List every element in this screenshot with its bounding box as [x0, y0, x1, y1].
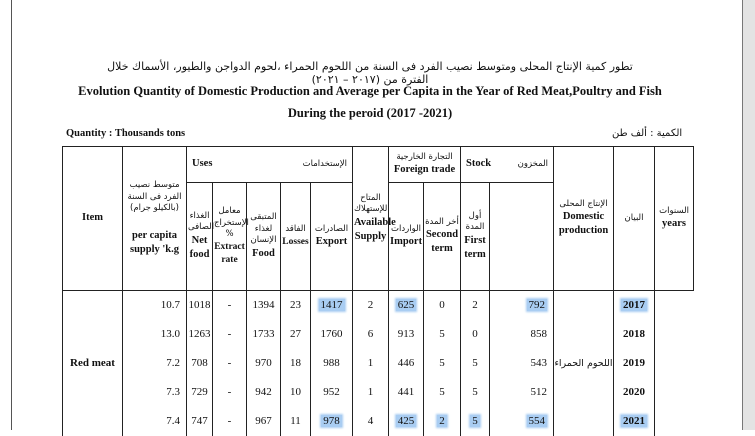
cell-production: 858	[490, 320, 554, 349]
header-years-en: years	[662, 218, 686, 230]
cell-net-food: 1263	[187, 320, 213, 349]
cell-per-capita: 10.7	[123, 291, 187, 320]
header-foreign-ar: التجارة الخارجية	[396, 151, 453, 162]
cell-available: 1760	[311, 320, 353, 349]
cell-per-capita: 7.3	[123, 378, 187, 407]
header-available-en: Available Supply	[354, 216, 396, 242]
cell-net-food: 747	[187, 407, 213, 436]
header-uses	[187, 147, 353, 183]
header-food-ar: المتبقى لغذاء الإنسان	[250, 212, 277, 246]
header-import-en: Import	[390, 236, 423, 248]
header-import-ar: الواردات	[391, 223, 421, 234]
header-foreign-trade	[389, 147, 461, 183]
header-item: Item	[63, 147, 123, 291]
header-statement	[614, 147, 655, 291]
header-extract-rate	[213, 183, 247, 291]
cell-second: 0	[424, 291, 461, 320]
header-net-food-ar: الغذاء الصافى	[188, 210, 215, 233]
cell-losses: 11	[281, 407, 311, 436]
header-export	[311, 183, 353, 291]
header-per-capita-ar: متوسط نصيب الفرد فى السنة (بالكيلو جرام)	[127, 180, 182, 214]
cell-food: 1394	[247, 291, 281, 320]
title-english-line2: During the peroid (2017 -2021)	[287, 106, 453, 120]
header-import	[389, 183, 424, 291]
header-second-ar: أخر المدة	[425, 216, 459, 227]
highlight-year: 2021	[623, 415, 646, 427]
cell-food: 970	[247, 349, 281, 378]
cell-available	[311, 407, 353, 436]
cell-extract: -	[213, 291, 247, 320]
cell-net-food: 729	[187, 378, 213, 407]
cell-year	[614, 291, 655, 320]
cell-available	[311, 291, 353, 320]
header-stock-ar: المخزون	[517, 158, 549, 169]
cell-second: 5	[424, 349, 461, 378]
cell-export: 1	[353, 349, 389, 378]
header-production	[554, 147, 614, 291]
cell-first: 0	[461, 320, 490, 349]
highlight-production: 792	[528, 299, 546, 312]
cell-losses: 10	[281, 378, 311, 407]
header-per-capita-en: per capita supply 'k.g	[129, 229, 180, 255]
statement-label-ar: اللحوم الحمراء	[554, 358, 613, 370]
table-row	[63, 291, 694, 320]
cell-extract: -	[213, 378, 247, 407]
header-stock	[461, 147, 554, 183]
cell-first: 5	[461, 349, 490, 378]
cell-first: 2	[461, 291, 490, 320]
header-net-food-en: Net food	[189, 234, 210, 260]
cell-year: 2020	[614, 378, 655, 407]
header-production-ar: الإنتاج المحلى	[559, 198, 608, 209]
highlight-import: 625	[397, 299, 415, 312]
quantity-unit-english: Quantity : Thousands tons	[66, 128, 186, 139]
highlight-first: 5	[472, 415, 478, 427]
title-english-line1: Evolution Quantity of Domestic Production and Average per Capita in the Year of Red Meat,Poultry and Fish	[78, 84, 662, 98]
header-extract-en: Extract rate	[214, 241, 245, 265]
page-shadow	[743, 0, 755, 430]
item-label: Red meat	[63, 291, 123, 436]
quantity-unit-arabic: الكمية : ألف طن	[612, 128, 683, 139]
highlight-second: 2	[439, 415, 445, 427]
cell-losses: 27	[281, 320, 311, 349]
cell-per-capita: 13.0	[123, 320, 187, 349]
cell-food: 1733	[247, 320, 281, 349]
cell-extract: -	[213, 407, 247, 436]
cell-year	[614, 407, 655, 436]
cell-year: 2018	[614, 320, 655, 349]
header-extract-ar: معامل الإستخراج %	[214, 206, 249, 240]
header-uses-en: Uses	[192, 158, 213, 170]
header-years-ar: السنوات	[659, 205, 689, 216]
cell-production	[490, 291, 554, 320]
cell-second: 5	[424, 378, 461, 407]
cell-per-capita: 7.4	[123, 407, 187, 436]
cell-production: 512	[490, 378, 554, 407]
header-available-ar: المتاح للإستهلاك	[354, 192, 388, 215]
cell-second: 5	[424, 320, 461, 349]
cell-import: 446	[389, 349, 424, 378]
cell-available: 988	[311, 349, 353, 378]
cell-first	[461, 407, 490, 436]
cell-net-food: 708	[187, 349, 213, 378]
title-arabic: تطور كمية الإنتاج المحلى ومتوسط نصيب الفرد فى السنة من اللحوم الحمراء ،لحوم الدواجن والطيور، الأسماك خلال الفترة من (٢٠١٧ – ٢٠٢١)	[107, 60, 633, 86]
highlight-available: 1417	[320, 299, 343, 312]
cell-import	[389, 291, 424, 320]
cell-second	[424, 407, 461, 436]
header-export-en: Export	[315, 236, 348, 248]
header-production-en: Domestic production	[558, 211, 609, 237]
header-first-ar: أول المدة	[465, 210, 485, 233]
cell-first: 5	[461, 378, 490, 407]
header-losses-en: Losses	[282, 236, 309, 247]
cell-net-food: 1018	[187, 291, 213, 320]
cell-export: 4	[353, 407, 389, 436]
header-statement-ar: البيان	[624, 212, 644, 223]
cell-export: 6	[353, 320, 389, 349]
cell-available: 952	[311, 378, 353, 407]
header-uses-ar: الإستخدامات	[302, 158, 347, 169]
header-losses	[281, 183, 311, 291]
cell-food: 942	[247, 378, 281, 407]
header-available	[353, 147, 396, 291]
header-second-en: Second term	[425, 229, 459, 255]
statement-label	[554, 291, 614, 436]
highlight-import: 425	[397, 415, 415, 427]
cell-production	[490, 407, 554, 436]
header-food	[247, 183, 281, 291]
highlight-production: 554	[528, 415, 546, 427]
cell-export: 1	[353, 378, 389, 407]
cell-import	[389, 407, 424, 436]
cell-year: 2019	[614, 349, 655, 378]
cell-import: 913	[389, 320, 424, 349]
highlight-year: 2017	[623, 299, 646, 312]
header-per-capita	[123, 147, 187, 291]
cell-extract: -	[213, 320, 247, 349]
header-first-en: First term	[464, 234, 486, 260]
header-export-ar: الصادرات	[314, 223, 349, 234]
header-foreign-en: Foreign trade	[393, 164, 456, 176]
cell-food: 967	[247, 407, 281, 436]
header-food-en: Food	[252, 247, 275, 259]
header-second-term	[424, 183, 461, 291]
header-losses-ar: الفاقد	[285, 224, 306, 235]
cell-per-capita: 7.2	[123, 349, 187, 378]
header-net-food	[187, 183, 213, 291]
cell-losses: 18	[281, 349, 311, 378]
header-first-term	[461, 183, 490, 291]
cell-losses: 23	[281, 291, 311, 320]
data-table	[62, 146, 694, 436]
cell-production: 543	[490, 349, 554, 378]
page-left-border	[11, 0, 12, 430]
cell-import: 441	[389, 378, 424, 407]
cell-extract: -	[213, 349, 247, 378]
cell-export: 2	[353, 291, 389, 320]
header-stock-en: Stock	[466, 158, 492, 170]
header-years	[655, 147, 694, 291]
highlight-available: 978	[323, 415, 340, 427]
